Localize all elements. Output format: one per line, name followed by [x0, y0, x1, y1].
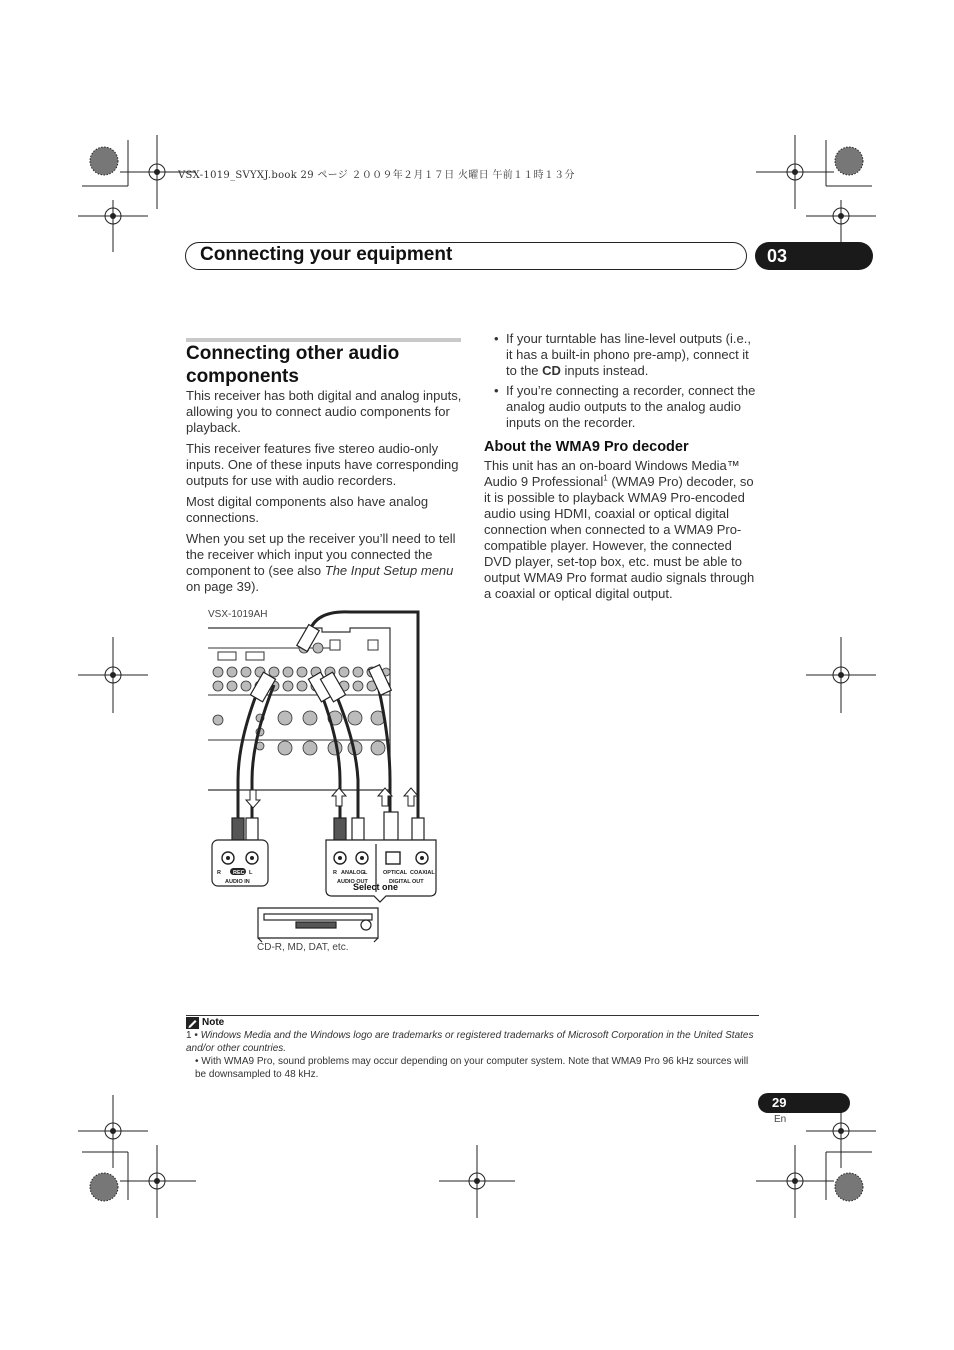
- subsection-heading: About the WMA9 Pro decoder: [484, 439, 689, 455]
- page-number: 29: [758, 1093, 850, 1113]
- receiver-label: VSX-1019AH: [208, 609, 268, 620]
- paragraph: Most digital components also have analog connections.: [186, 494, 429, 525]
- list-item: • If your turntable has line-level outputs (i.e., it has a built-in phono pre-amp), connect it to the CD inputs instead.: [494, 331, 751, 378]
- bullet-list: [484, 331, 758, 431]
- footnote-item: • With WMA9 Pro, sound problems may occur depending on your computer system. Note that WMA9 Pro 96 kHz sources will be downsampled to 48 kHz.: [195, 1056, 749, 1080]
- optical-port-icon: [368, 640, 378, 650]
- section-heading: Connecting other audio components: [186, 343, 400, 387]
- paragraph: This receiver features five stereo audio-only inputs. One of these inputs have corresponding outputs for use with audio recorders.: [186, 441, 459, 488]
- page-language: En: [774, 1114, 787, 1125]
- pencil-note-icon: [186, 1017, 199, 1029]
- print-header: VSX-1019_SVYXJ.book 29 ページ ２００９年２月１７日 火曜日 午前１１時１３分: [178, 170, 575, 181]
- select-one-label: Select one: [353, 882, 399, 892]
- left-column: [186, 388, 462, 600]
- receiver-back-panel: [208, 628, 390, 790]
- svg-text:R: R: [217, 870, 221, 876]
- signal-arrow-icon: [246, 788, 418, 808]
- footnote-mark: 1: [603, 473, 608, 483]
- hdmi-port-icon: [218, 652, 264, 660]
- chapter-number-badge: 03: [755, 242, 873, 270]
- note-heading: Note: [202, 1017, 225, 1028]
- svg-text:ANALOG: ANALOG: [341, 870, 365, 876]
- note-rule: [186, 1015, 759, 1016]
- crosshair-icon: [78, 200, 148, 252]
- svg-text:OPTICAL: OPTICAL: [383, 870, 408, 876]
- audio-cables: [238, 612, 418, 830]
- note-body: [186, 1029, 761, 1081]
- recorder-label: CD-R, MD, DAT, etc.: [257, 942, 349, 953]
- optical-port-icon: [330, 640, 340, 650]
- recorder-device-icon: [258, 908, 378, 942]
- svg-text:AUDIO IN: AUDIO IN: [225, 879, 250, 885]
- svg-text:REC: REC: [233, 870, 245, 876]
- svg-text:AUDIO OUT: AUDIO OUT: [337, 879, 368, 885]
- svg-text:DIGITAL OUT: DIGITAL OUT: [389, 879, 424, 885]
- footnote-item: 1 • Windows Media and the Windows logo are trademarks or registered trademarks of Microsoft Corporation in the United States and/or other countries.: [186, 1030, 754, 1054]
- chapter-title: Connecting your equipment: [200, 244, 453, 265]
- svg-text:L: L: [249, 870, 253, 876]
- connection-diagram: [200, 600, 450, 960]
- paragraph: When you set up the receiver you’ll need to tell the receiver which input you connected the component to (see also The Input Setup menu on page 39).: [186, 531, 456, 594]
- right-column: [484, 331, 758, 607]
- svg-text:COAXIAL: COAXIAL: [410, 870, 435, 876]
- menu-reference: The Input Setup menu: [324, 563, 454, 578]
- paragraph: This receiver has both digital and analog inputs, allowing you to connect audio components for playback.: [186, 388, 462, 435]
- rca-jack-grid: [213, 643, 390, 755]
- paragraph: This unit has an on-board Windows Media™ Audio 9 Professional$^1$ (WMA9 Pro) decoder, so it is possible to playback WMA9 Pro-encoded audio using HDMI, coaxial or optical digital connection when connected to a WMA9 Pro-compatible player. However, the connected DVD player, set-top box, etc. must be able to output WMA9 Pro format audio signals through a coaxial or optical digital output.: [484, 458, 755, 601]
- svg-text:R: R: [333, 870, 337, 876]
- list-item: • If you’re connecting a recorder, connect the analog audio outputs to the analog audio inputs on the recorder.: [494, 383, 756, 430]
- svg-text:L: L: [364, 870, 368, 876]
